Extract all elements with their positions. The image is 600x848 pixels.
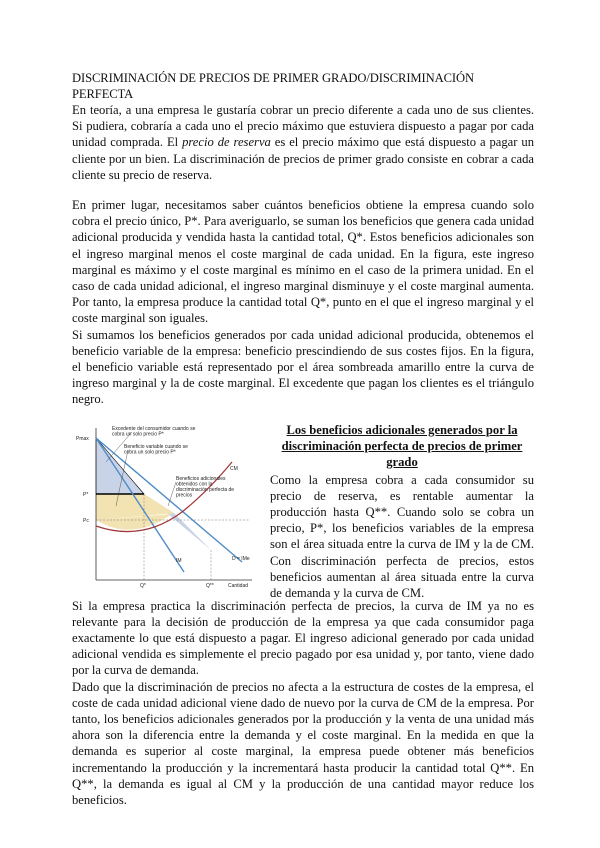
page-title: DISCRIMINACIÓN DE PRECIOS DE PRIMER GRADO/DISCRIMINACIÓN PERFECTA <box>72 71 474 101</box>
note-profit: Beneficio variable cuando se cobra un solo precio P* <box>124 443 188 456</box>
label-demand: D = IMe <box>232 555 250 562</box>
paragraph-intro <box>72 102 534 183</box>
figure-caption-text: Como la empresa cobra a cada consumidor su precio de reserva, es rentable aumentar la producción hasta Q**. Cuando solo se cobra un precio, P*, los beneficios variables de la empresa son el área situada entre la curva de IM y la de CM. Con discriminación perfecta de precios, estos beneficios aumentan al área situada entre la curva de demanda y la curva de CM. <box>270 472 534 601</box>
figure-row <box>72 422 534 601</box>
paragraph-single-price: En primer lugar, necesitamos saber cuántos beneficios obtiene la empresa cuando solo cobra el precio único, P*. Para averiguarlo, se suman los beneficios que genera cada unidad adicional producida y vendida hasta la cantidad total, Q*. Estos beneficios adicionales son el ingreso marginal menos el coste marginal de cada unidad. En la figura, este ingreso marginal es máximo y el coste marginal es mínimo en el caso de la primera unidad. En el caso de cada unidad adicional, el ingreso marginal disminuye y el coste marginal aumenta. Por tanto, la empresa produce la cantidad total Q*, punto en el que el ingreso marginal y el coste marginal son iguales. <box>72 198 534 326</box>
paragraph-cost-structure: Dado que la discriminación de precios no afecta a la estructura de costes de la empresa, el coste de cada unidad adicional viene dado de nuevo por la curva de CM de la empresa. Por tanto, los beneficios adicionales generados por la producción y la venta de una unidad más ahora son la diferencia entre la demanda y el coste marginal. En la medida en que la demanda es superior al coste marginal, la empresa puede obtener más beneficios incrementando la producción y la incrementará hasta producir la cantidad total Q**. En Q**, la demanda es igual al CM y la producción de una cantidad mayor reduce los beneficios. <box>72 679 534 808</box>
label-cm: CM <box>230 465 238 472</box>
paragraph-perfect-discrimination: Si la empresa practica la discriminación perfecta de precios, la curva de IM ya no es relevante para la decisión de producción de la empresa ya que cada consumidor paga exactamente lo que está dispuesto a pagar. El ingreso adicional generado por cada unidad adicional vendida es simplemente el precio pagado por esa unidad y, por tanto, viene dado por la curva de demanda. <box>72 598 534 678</box>
price-discrimination-figure <box>72 422 262 592</box>
figure-caption <box>270 422 534 602</box>
term-precio-de-reserva: precio de reserva <box>182 135 271 150</box>
label-pmax: Pmax <box>76 435 89 442</box>
document-page <box>72 70 534 808</box>
label-pc: Pc <box>83 517 89 524</box>
label-p: P* <box>83 491 89 498</box>
figure-caption-title: Los beneficios adicionales generados por la discriminación perfecta de precios de primer grado <box>281 422 523 469</box>
paragraph-variable-profit: Si sumamos los beneficios generados por cada unidad adicional producida, obtenemos el beneficio variable de la empresa: beneficio prescindiendo de sus costes fijos. En la figura, el beneficio variable está representado por el área sombreada amarillo entre la curva de ingreso marginal y la de coste marginal. El excedente que pagan los clientes es el triángulo negro. <box>72 327 534 407</box>
label-x-axis: Cantidad <box>228 582 249 589</box>
note-extra: Beneficios adicionales obtenidos con la discriminación perfecta de precios <box>176 475 235 499</box>
paragraph-intro-b: es el precio máximo que está dispuesto a pagar un cliente por un bien. La discriminación de precios de primer grado consiste en cobrar a cada cliente su precio de reserva. <box>72 135 534 182</box>
label-q1: Q* <box>140 582 146 589</box>
label-q2: Q** <box>206 582 214 589</box>
paragraph-intro-a: En teoría, a una empresa le gustaría cobrar un precio diferente a cada uno de sus clientes. Si pudiera, cobraría a cada uno el precio máximo que estuviera dispuesto a pagar por cada unidad comprada. El <box>72 103 534 150</box>
note-surplus: Excedente del consumidor cuando se cobra un solo precio P* <box>112 425 196 438</box>
label-im: IM <box>176 557 182 564</box>
